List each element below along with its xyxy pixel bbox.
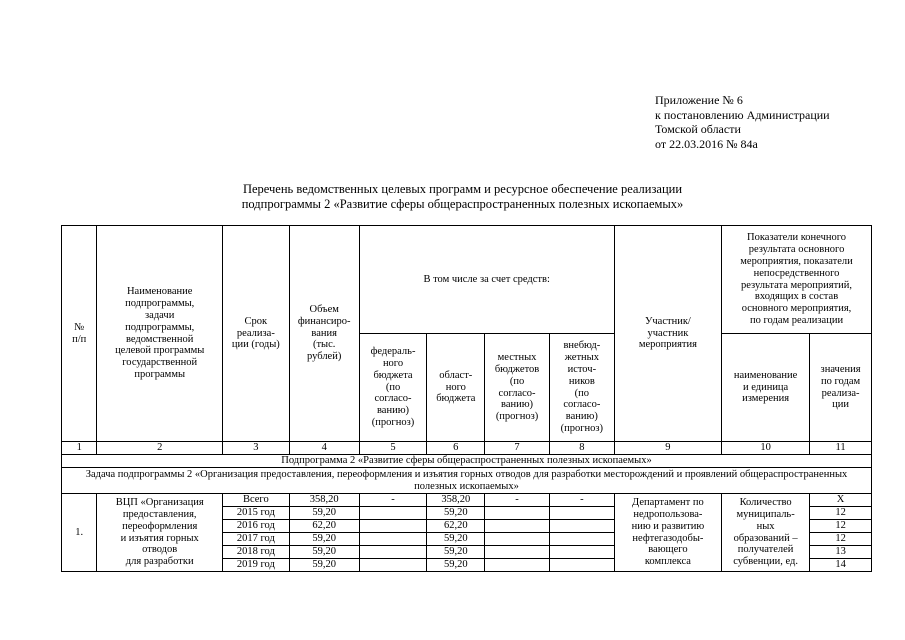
extra-cell [549,546,614,559]
header-federal: федераль- ного бюджета (по согласо- ванию) (прогноз) [359,334,427,442]
col-number: 1 [62,442,97,455]
federal-cell [359,507,427,520]
extra-cell [549,559,614,572]
header-volume: Объем финансиро- вания (тыс. рублей) [289,226,359,442]
header-period: Срок реализа- ции (годы) [222,226,289,442]
regional-cell: 358,20 [427,494,485,507]
program-table [61,225,872,572]
period-cell: 2018 год [222,546,289,559]
col-number: 11 [810,442,872,455]
extra-cell: - [549,494,614,507]
volume-cell: 59,20 [289,546,359,559]
federal-cell [359,546,427,559]
col-number: 5 [359,442,427,455]
item-indicator: Количество муниципаль- ных образований – получателей субвенции, ед. [722,494,810,572]
header-participant: Участник/ участник мероприятия [614,226,721,442]
col-number: 9 [614,442,721,455]
header-sources: В том числе за счет средств: [359,226,614,334]
value-cell: 13 [810,546,872,559]
col-number: 7 [485,442,550,455]
extra-cell [549,533,614,546]
header-num: № п/п [62,226,97,442]
col-number: 10 [722,442,810,455]
regional-cell: 59,20 [427,533,485,546]
extra-cell [549,507,614,520]
local-cell: - [485,494,550,507]
item-participant: Департамент по недропользова- нию и развитию нефтегазодобы- вающего комплекса [614,494,721,572]
period-cell: 2019 год [222,559,289,572]
regional-cell: 62,20 [427,520,485,533]
document-title [0,182,905,211]
header-name: Наименование подпрограммы, задачи подпрограммы, ведомственной целевой программы государственной программы [97,226,223,442]
title-line-1: Перечень ведомственных целевых программ и ресурсное обеспечение реализации [242,182,683,196]
header-extrabudget: внебюд- жетных источ- ников (по согласо- ванию) (прогноз) [549,334,614,442]
header-local: местных бюджетов (по согласо- ванию) (прогноз) [485,334,550,442]
subprogram-row: Подпрограмма 2 «Развитие сферы общераспространенных полезных ископаемых» [62,455,872,468]
appendix-line-3: Томской области [655,122,741,136]
local-cell [485,533,550,546]
header-indicator-values: значения по годам реализа- ции [810,334,872,442]
col-number: 3 [222,442,289,455]
volume-cell: 358,20 [289,494,359,507]
period-cell: 2016 год [222,520,289,533]
volume-cell: 59,20 [289,559,359,572]
header-indicator-name: наименование и единица измерения [722,334,810,442]
task-row: Задача подпрограммы 2 «Организация предоставления, переоформления и изъятия горных отводов для разработки месторождений и проявлений общераспространенных полезных ископаемых» [62,468,872,494]
col-number: 8 [549,442,614,455]
period-cell: 2017 год [222,533,289,546]
header-regional: област- ного бюджета [427,334,485,442]
local-cell [485,546,550,559]
appendix-line-1: Приложение № 6 [655,93,743,107]
period-cell: 2015 год [222,507,289,520]
appendix-line-4: от 22.03.2016 № 84а [655,136,758,151]
federal-cell [359,520,427,533]
local-cell [485,520,550,533]
header-indicators: Показатели конечного результата основного мероприятия, показатели непосредственного результата мероприятий, входящих в состав основного мероприятия, по годам реализации [722,226,872,334]
col-number: 6 [427,442,485,455]
federal-cell: - [359,494,427,507]
federal-cell [359,533,427,546]
value-cell: 14 [810,559,872,572]
col-number: 4 [289,442,359,455]
value-cell: Х [810,494,872,507]
volume-cell: 59,20 [289,507,359,520]
value-cell: 12 [810,533,872,546]
item-name: ВЦП «Организация предоставления, переоформления и изъятия горных отводов для разработки [97,494,223,572]
item-number: 1. [62,494,97,572]
regional-cell: 59,20 [427,507,485,520]
value-cell: 12 [810,520,872,533]
appendix-line-2: к постановлению Администрации [655,107,830,122]
period-cell: Всего [222,494,289,507]
volume-cell: 62,20 [289,520,359,533]
local-cell [485,507,550,520]
col-number: 2 [97,442,223,455]
title-line-2: подпрограммы 2 «Развитие сферы общераспространенных полезных ископаемых» [241,196,684,211]
regional-cell: 59,20 [427,546,485,559]
regional-cell: 59,20 [427,559,485,572]
value-cell: 12 [810,507,872,520]
federal-cell [359,559,427,572]
appendix-block [655,93,830,151]
volume-cell: 59,20 [289,533,359,546]
extra-cell [549,520,614,533]
local-cell [485,559,550,572]
